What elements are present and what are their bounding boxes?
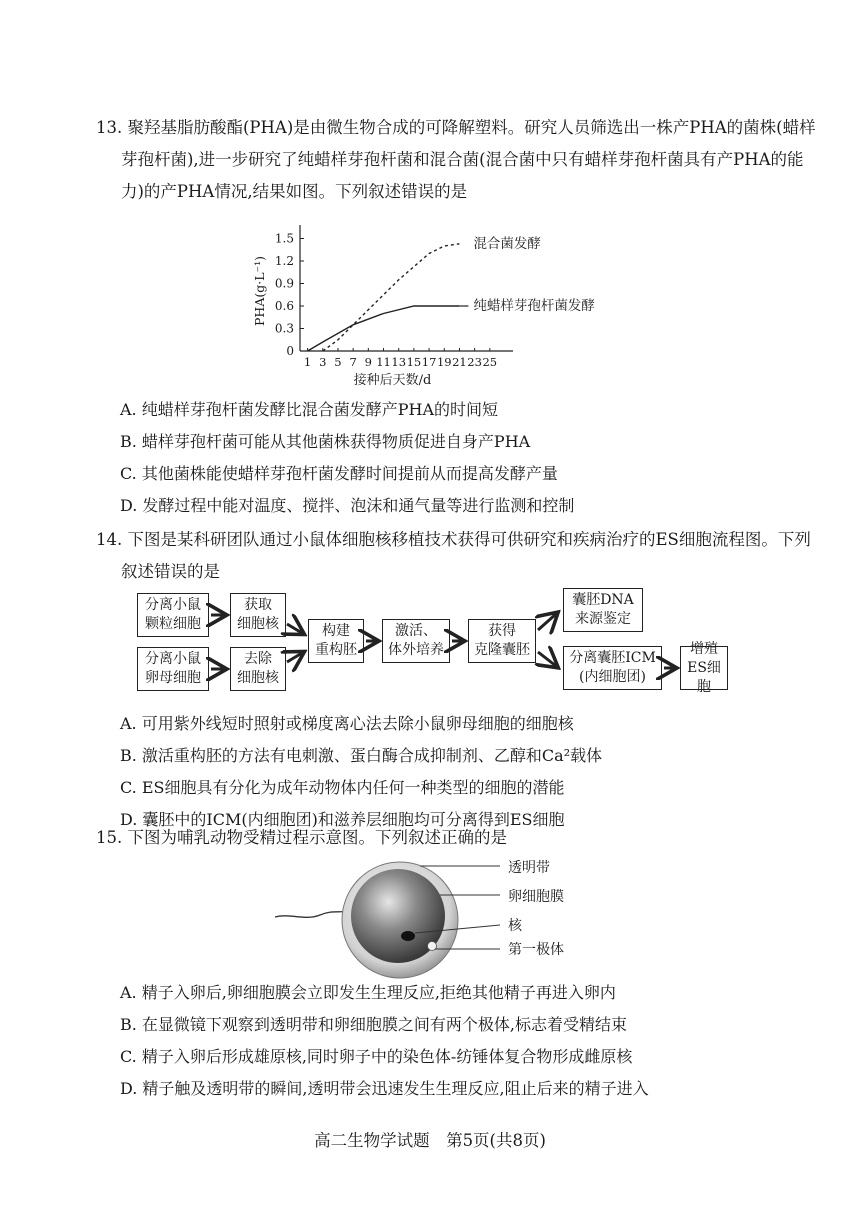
label-nucleus: 核: [508, 918, 522, 934]
arrow-3: [287, 624, 302, 633]
x-tick-label: 23: [467, 355, 482, 369]
x-tick-label: 13: [391, 355, 407, 369]
label-polar-body: 第一极体: [508, 942, 564, 958]
y-tick-label: 0.3: [274, 321, 294, 336]
nucleus: [401, 931, 415, 941]
series-label-1: 纯蜡样芽孢杆菌发酵: [473, 298, 595, 314]
x-tick-label: 9: [364, 355, 372, 369]
flow-box-es-cell: 增殖 ES细胞: [680, 646, 728, 690]
q13-option-c: C. 其他菌株能使蜡样芽孢杆菌发酵时间提前从而提高发酵产量: [120, 464, 558, 483]
flow-box-oocyte: 分离小鼠 卵母细胞: [137, 647, 209, 691]
y-tick-label: 0: [286, 344, 294, 358]
flow-box-activate: 激活、 体外培养: [382, 619, 450, 663]
fertilization-diagram: [270, 855, 510, 975]
q15-option-c: C. 精子入卵后形成雄原核,同时卵子中的染色体-纺锤体复合物形成雌原核: [120, 1047, 633, 1066]
q13-stem: 13. 聚羟基脂肪酸酯(PHA)是由微生物合成的可降解塑料。研究人员筛选出一株产PHA的菌株(蜡样芽孢杆菌),进一步研究了纯蜡样芽孢杆菌和混合菌(混合菌中只有蜡样芽孢杆菌具有产PHA的能力)的产PHA情况,结果如图。下列叙述错误的是: [96, 118, 816, 201]
q13-option-a: A. 纯蜡样芽孢杆菌发酵比混合菌发酵产PHA的时间短: [120, 400, 499, 419]
x-tick-label: 7: [349, 355, 357, 369]
x-axis-label: 接种后天数/d: [353, 373, 432, 388]
series-label-0: 混合菌发酵: [473, 235, 541, 252]
y-tick-label: 1.5: [274, 231, 294, 246]
x-tick-label: 17: [421, 355, 437, 369]
q14-option-b: B. 激活重构胚的方法有电刺激、蛋白酶合成抑制剂、乙醇和Ca²载体: [120, 746, 603, 765]
q13-option-d: D. 发酵过程中能对温度、搅拌、泡沫和通气量等进行监测和控制: [120, 496, 575, 515]
q15-option-b: B. 在显微镜下观察到透明带和卵细胞膜之间有两个极体,标志着受精结束: [120, 1015, 628, 1034]
q14-option-a: A. 可用紫外线短时照射或梯度离心法去除小鼠卵母细胞的细胞核: [120, 714, 574, 733]
q15-option-a: A. 精子入卵后,卵细胞膜会立即发生生理反应,拒绝其他精子再进入卵内: [120, 983, 616, 1002]
page-footer: 高二生物学试题 第5页(共8页): [314, 1131, 546, 1150]
flow-box-blastocyst: 获得 克隆囊胚: [468, 619, 536, 663]
y-tick-label: 0.6: [274, 299, 294, 313]
x-tick-label: 15: [406, 355, 422, 369]
q14-option-c: C. ES细胞具有分化为成年动物体内任何一种类型的细胞的潜能: [120, 778, 565, 797]
q15-option-d: D. 精子触及透明带的瞬间,透明带会迅速发生生理反应,阻止后来的精子进入: [120, 1079, 649, 1098]
label-zona: 透明带: [508, 860, 550, 876]
flow-box-remove-nucleus: 去除 细胞核: [230, 647, 286, 691]
y-tick-label: 1.2: [274, 254, 294, 268]
x-tick-label: 25: [482, 355, 498, 369]
x-tick-label: 1: [303, 355, 312, 369]
q13-option-b: B. 蜡样芽孢杆菌可能从其他菌株获得物质促进自身产PHA: [120, 432, 531, 451]
x-tick-label: 21: [452, 355, 467, 369]
sperm-tail: [275, 911, 348, 917]
arrow-8: [538, 652, 556, 666]
flow-box-reconstruct: 构建 重构胚: [308, 619, 364, 663]
arrow-7: [538, 614, 556, 630]
q14-stem: 14. 下图是某科研团队通过小鼠体细胞核移植技术获得可供研究和疾病治疗的ES细胞流程图。下列叙述错误的是: [96, 530, 811, 581]
q14-option-d: D. 囊胚中的ICM(内细胞团)和滋养层细胞均可分离得到ES细胞: [120, 810, 565, 829]
flow-box-get-nucleus: 获取 细胞核: [230, 593, 286, 637]
q15-stem: 15. 下图为哺乳动物受精过程示意图。下列叙述正确的是: [96, 828, 507, 847]
flow-box-icm: 分离囊胚ICM (内细胞团): [563, 646, 662, 690]
arrow-4: [287, 653, 302, 662]
x-tick-label: 5: [334, 355, 342, 369]
label-membrane: 卵细胞膜: [508, 889, 564, 905]
y-tick-label: 0.9: [274, 276, 294, 291]
y-axis-label: PHA(g·L⁻¹): [252, 256, 267, 326]
x-tick-label: 11: [376, 355, 391, 369]
flow-box-dna-check: 囊胚DNA 来源鉴定: [563, 588, 643, 632]
x-tick-label: 3: [319, 355, 327, 369]
flow-box-granulosa: 分离小鼠 颗粒细胞: [137, 593, 209, 637]
x-tick-label: 19: [436, 355, 452, 369]
